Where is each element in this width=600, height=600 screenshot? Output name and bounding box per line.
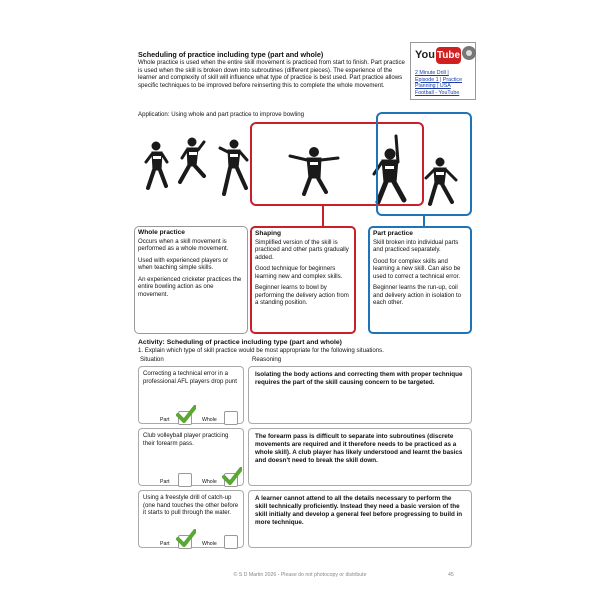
copyright-footer: © S D Martin 2026 - Please do not photocopy or distribute xyxy=(233,572,367,578)
checkmark-icon xyxy=(222,467,242,485)
whole-label: Whole xyxy=(202,479,217,485)
reasoning-text: Isolating the body actions and correcting them with proper technique requires the part of the skill causing concern to be targeted. xyxy=(255,371,463,387)
box-text: Good for complex skills and learning a new skill. Can also be used to correct a technical error. xyxy=(373,257,461,280)
section-title: Scheduling of practice including type (part and whole) xyxy=(138,50,324,59)
checkmark-icon xyxy=(176,529,196,547)
shaping-box xyxy=(250,226,356,334)
situation-text: Correcting a technical error in a professional AFL players drop punt xyxy=(143,370,237,385)
application-label: Application: Using whole and part practice to improve bowling xyxy=(138,111,304,118)
reasoning-cell[interactable] xyxy=(248,366,472,424)
youtube-panel[interactable] xyxy=(410,42,476,100)
box-text: Occurs when a skill movement is performed as a whole movement. xyxy=(138,237,229,252)
reasoning-text: A learner cannot attend to all the details necessary to perform the skill technically proficiently. Instead they need a basic version of the skill initially and develop a general feel before progressing to build in more technique. xyxy=(255,495,463,527)
film-reel-icon xyxy=(462,46,476,60)
shaping-connector xyxy=(322,206,324,228)
youtube-link-line[interactable]: Episode 1 | Practice xyxy=(415,76,463,83)
youtube-logo: You Tube xyxy=(415,47,461,66)
part-label: Part xyxy=(160,479,170,485)
box-text: Used with experienced players or when teaching simple skills. xyxy=(138,256,229,271)
box-title: Shaping xyxy=(255,230,282,237)
part-label: Part xyxy=(160,417,170,423)
whole-practice-box xyxy=(134,226,248,334)
box-text: Beginner learns to bowl by performing the delivery action from a standing position. xyxy=(255,284,349,306)
box-text: Beginner learns the run-up, coil and delivery action in isolation to each other. xyxy=(373,284,462,306)
youtube-link-line[interactable]: Planning | USA xyxy=(415,83,451,90)
box-text: An experienced cricketer practices the entire bowling action as one movement. xyxy=(138,275,242,298)
situation-header: Situation xyxy=(140,356,164,363)
youtube-link-line[interactable]: 2 Minute Drill | xyxy=(415,70,449,76)
box-title: Part practice xyxy=(373,230,413,237)
activity-question: 1. Explain which type of skill practice would be most appropriate for the following situations. xyxy=(138,347,384,354)
part-checkbox[interactable] xyxy=(178,473,192,487)
situation-text: Club volleyball player practicing their forearm pass. xyxy=(143,432,229,447)
part-highlight-frame xyxy=(376,112,472,216)
box-text: Skill broken into individual parts and practiced separately. xyxy=(373,238,459,253)
box-text: Good technique for beginners learning new and complex skills. xyxy=(255,265,343,280)
page-number: 45 xyxy=(448,572,454,578)
activity-title: Activity: Scheduling of practice including type (part and whole) xyxy=(138,339,342,346)
reasoning-header: Reasoning xyxy=(252,356,282,363)
situation-text: Using a freestyle drill of catch-up (one hand touches the other before it starts to pull through the water. xyxy=(143,494,239,516)
box-title: Whole practice xyxy=(138,229,185,236)
box-text: Simplified version of the skill is practiced and other parts gradually added. xyxy=(255,238,349,261)
checkmark-icon xyxy=(176,405,196,423)
whole-label: Whole xyxy=(202,541,217,547)
whole-checkbox[interactable] xyxy=(224,411,238,425)
part-label: Part xyxy=(160,541,170,547)
part-practice-box xyxy=(368,226,472,334)
youtube-link-line[interactable]: Football - YouTube xyxy=(415,89,460,96)
reasoning-text: The forearm pass is difficult to separate into subroutines (discrete movements are required and it therefore needs to be practiced as a whole skill). A club player has likely understood and learnt the basics and doesn't need to break the skill down. xyxy=(255,433,463,465)
whole-checkbox[interactable] xyxy=(224,535,238,549)
reasoning-cell[interactable] xyxy=(248,490,472,548)
intro-paragraph: Whole practice is used when the entire skill movement is practiced from start to finish. Part practice is used when the skill is broken down into subroutines (different pieces). The experience of the learner and complexity of skill will influence what type of practice is best used. Part practice allows specific techniques to be improved before reinserting this to complete the whole movement. xyxy=(138,59,405,89)
whole-label: Whole xyxy=(202,417,217,423)
reasoning-cell[interactable] xyxy=(248,428,472,486)
